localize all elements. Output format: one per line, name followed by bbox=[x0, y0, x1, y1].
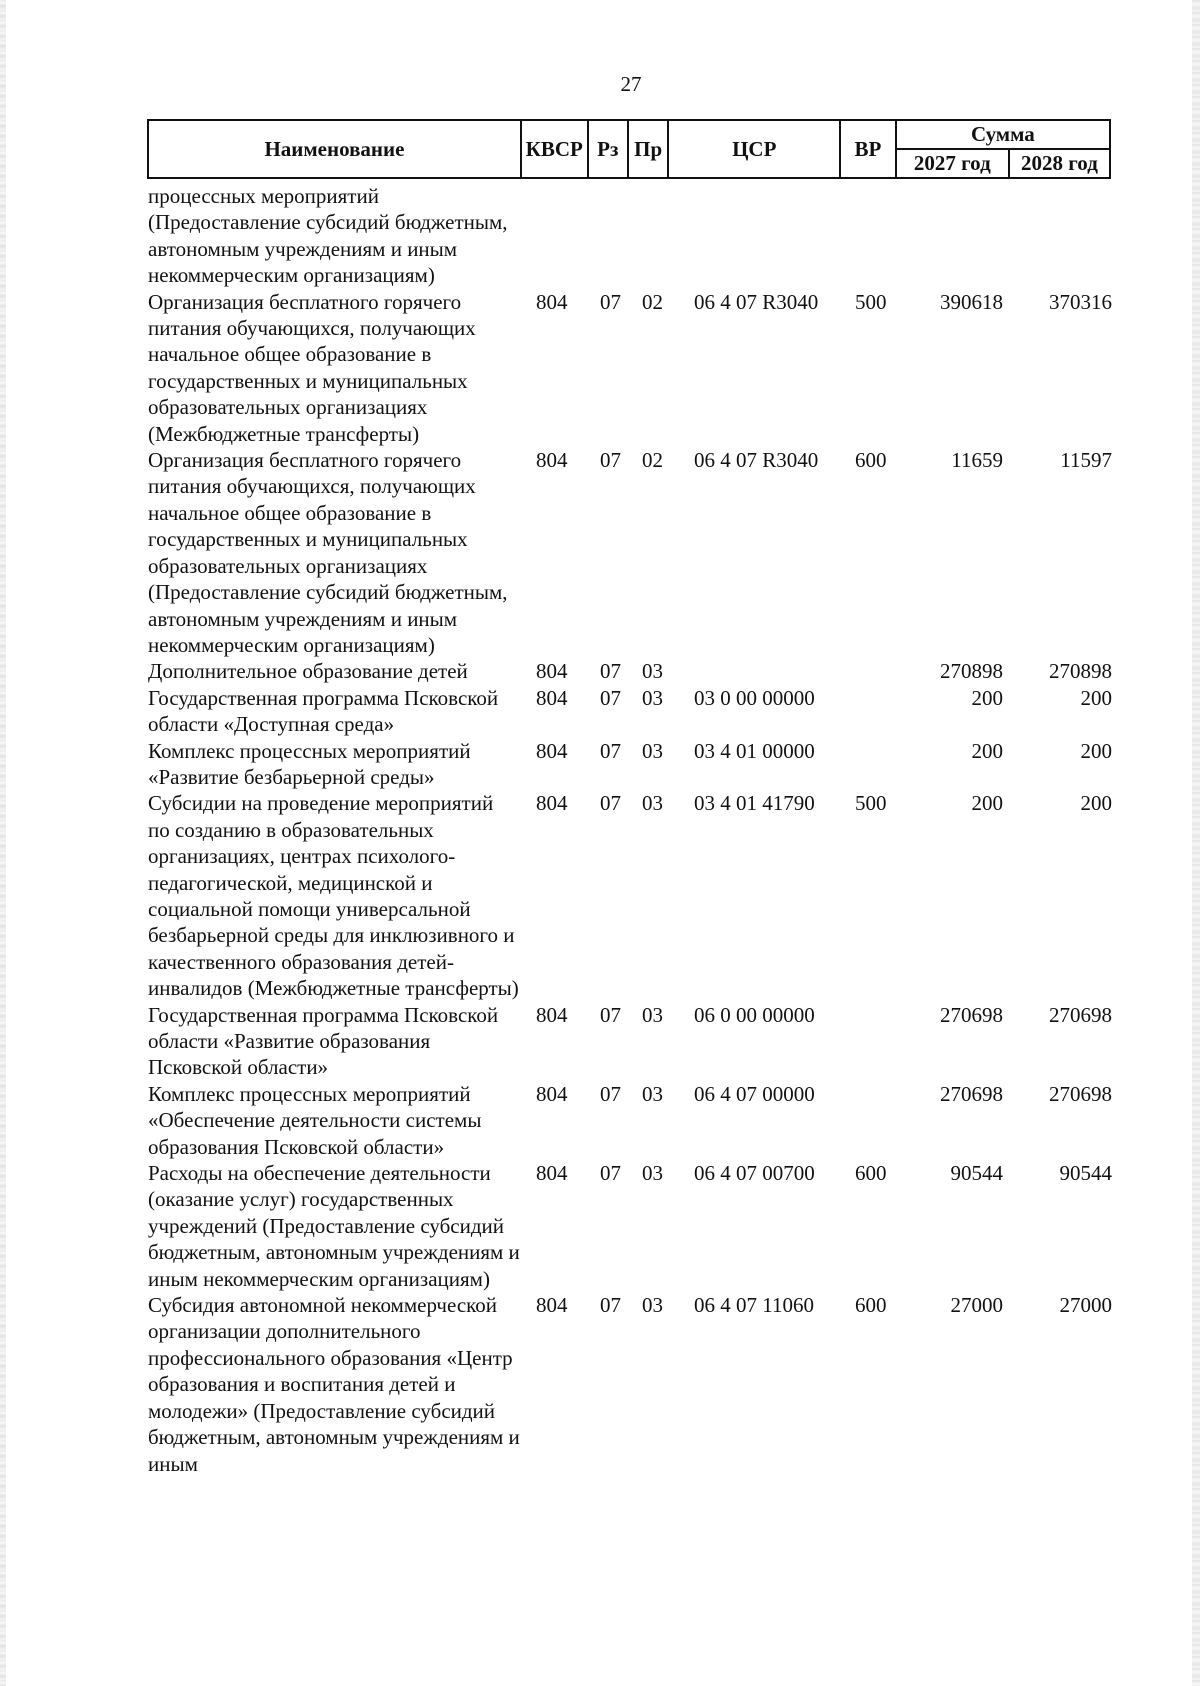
row-kvsr: 804 bbox=[536, 289, 568, 314]
row-vr: 600 bbox=[855, 1161, 887, 1186]
row-kvsr: 804 bbox=[536, 659, 568, 684]
row-sum-2027: 270698 bbox=[940, 1081, 1003, 1106]
row-kvsr: 804 bbox=[536, 685, 568, 710]
row-rz: 07 bbox=[600, 289, 621, 314]
row-sum-2027: 270698 bbox=[940, 1002, 1003, 1027]
row-pr: 03 bbox=[642, 738, 663, 763]
row-name: Организация бесплатного горячего питания обучающихся, получающих начальное общее образование в государственных и муниципальных образовательных организациях (Межбюджетные трансферты) bbox=[148, 289, 476, 446]
table-body bbox=[0, 183, 1200, 1477]
row-rz: 07 bbox=[600, 791, 621, 816]
header-rz: Рз bbox=[588, 120, 628, 178]
row-name: Расходы на обеспечение деятельности (оказание услуг) государственных учреждений (Предоставление субсидий бюджетным, автономным учреждениям и иным некоммерческим организациям) bbox=[148, 1161, 520, 1291]
row-kvsr: 804 bbox=[536, 791, 568, 816]
header-pr: Пр bbox=[628, 120, 668, 178]
row-csr: 06 4 07 00700 bbox=[694, 1161, 815, 1186]
row-sum-2027: 200 bbox=[971, 791, 1003, 816]
table-row bbox=[0, 1160, 1200, 1292]
row-rz: 07 bbox=[600, 448, 621, 473]
row-pr: 03 bbox=[642, 1081, 663, 1106]
header-name: Наименование bbox=[148, 120, 521, 178]
row-pr: 03 bbox=[642, 1161, 663, 1186]
row-vr: 600 bbox=[855, 448, 887, 473]
row-pr: 02 bbox=[642, 289, 663, 314]
page-number: 27 bbox=[620, 72, 642, 96]
table-row bbox=[0, 738, 1200, 791]
row-name: Субсидия автономной некоммерческой организации дополнительного профессионального образования «Центр образования и воспитания детей и молодежи» (Предоставление субсидий бюджетным, автономным учреждениям и иным bbox=[148, 1293, 520, 1476]
header-vr: ВР bbox=[840, 120, 896, 178]
row-name: процессных мероприятий (Предоставление субсидий бюджетным, автономным учреждениям и иным некоммерческим организациям) bbox=[148, 184, 508, 288]
table-header bbox=[147, 119, 1111, 179]
table-row bbox=[0, 790, 1200, 1001]
row-sum-2027: 27000 bbox=[950, 1293, 1003, 1318]
row-sum-2027: 390618 bbox=[940, 289, 1003, 314]
row-kvsr: 804 bbox=[536, 1081, 568, 1106]
row-sum-2027: 200 bbox=[971, 685, 1003, 710]
row-sum-2028: 11597 bbox=[1060, 448, 1112, 473]
row-pr: 02 bbox=[642, 448, 663, 473]
row-name: Государственная программа Псковской области «Доступная среда» bbox=[148, 685, 499, 737]
table-row bbox=[0, 447, 1200, 658]
row-csr: 06 4 07 R3040 bbox=[694, 289, 819, 314]
row-name: Дополнительное образование детей bbox=[148, 659, 468, 684]
header-csr: ЦСР bbox=[668, 120, 840, 178]
row-sum-2027: 270898 bbox=[940, 659, 1003, 684]
row-rz: 07 bbox=[600, 659, 621, 684]
row-name: Государственная программа Псковской области «Развитие образования Псковской области» bbox=[148, 1002, 499, 1080]
row-pr: 03 bbox=[642, 1293, 663, 1318]
row-kvsr: 804 bbox=[536, 1293, 568, 1318]
row-rz: 07 bbox=[600, 1081, 621, 1106]
row-sum-2028: 200 bbox=[1080, 791, 1112, 816]
row-pr: 03 bbox=[642, 791, 663, 816]
row-csr: 06 0 00 00000 bbox=[694, 1002, 815, 1027]
row-sum-2028: 90544 bbox=[1059, 1161, 1112, 1186]
row-rz: 07 bbox=[600, 1161, 621, 1186]
row-name: Комплекс процессных мероприятий «Развитие безбарьерной среды» bbox=[148, 738, 471, 789]
row-sum-2028: 270898 bbox=[1049, 659, 1112, 684]
row-csr: 03 0 00 00000 bbox=[694, 685, 815, 710]
row-sum-2027: 90544 bbox=[950, 1161, 1003, 1186]
row-sum-2028: 200 bbox=[1080, 685, 1112, 710]
row-name: Организация бесплатного горячего питания обучающихся, получающих начальное общее образование в государственных и муниципальных образовательных организациях (Предоставление субсидий бюджетным, автономным учреждениям и иным некоммерческим организациям) bbox=[148, 448, 508, 657]
row-csr: 03 4 01 00000 bbox=[694, 738, 815, 763]
row-pr: 03 bbox=[642, 685, 663, 710]
row-csr: 06 4 07 11060 bbox=[694, 1293, 814, 1318]
row-sum-2027: 200 bbox=[971, 738, 1003, 763]
row-sum-2028: 27000 bbox=[1059, 1293, 1112, 1318]
table-row bbox=[0, 685, 1200, 738]
row-rz: 07 bbox=[600, 738, 621, 763]
row-vr: 500 bbox=[855, 791, 887, 816]
row-sum-2027: 11659 bbox=[951, 448, 1003, 473]
table-row bbox=[0, 1292, 1200, 1477]
row-sum-2028: 200 bbox=[1080, 738, 1112, 763]
row-vr: 500 bbox=[855, 289, 887, 314]
header-year-2028: 2028 год bbox=[1009, 149, 1110, 178]
row-kvsr: 804 bbox=[536, 738, 568, 763]
row-sum-2028: 270698 bbox=[1049, 1002, 1112, 1027]
row-rz: 07 bbox=[600, 1002, 621, 1027]
table-row bbox=[0, 289, 1200, 447]
table-row bbox=[0, 1002, 1200, 1081]
row-csr: 06 4 07 R3040 bbox=[694, 448, 819, 473]
row-csr: 03 4 01 41790 bbox=[694, 791, 815, 816]
row-csr: 06 4 07 00000 bbox=[694, 1081, 815, 1106]
row-pr: 03 bbox=[642, 659, 663, 684]
table-row bbox=[0, 658, 1200, 684]
row-rz: 07 bbox=[600, 685, 621, 710]
row-sum-2028: 370316 bbox=[1049, 289, 1112, 314]
table-row bbox=[0, 1081, 1200, 1160]
row-kvsr: 804 bbox=[536, 1002, 568, 1027]
row-kvsr: 804 bbox=[536, 1161, 568, 1186]
header-year-2027: 2027 год bbox=[896, 149, 1009, 178]
row-rz: 07 bbox=[600, 1293, 621, 1318]
row-name: Субсидии на проведение мероприятий по созданию в образовательных организациях, центрах психолого-педагогической, медицинской и социальной помощи универсальной безбарьерной среды для инклюзивного и качественного образования детей-инвалидов (Межбюджетные трансферты) bbox=[148, 791, 519, 1001]
header-sum: Сумма bbox=[896, 120, 1110, 149]
table-row bbox=[0, 183, 1200, 289]
row-vr: 600 bbox=[855, 1293, 887, 1318]
row-pr: 03 bbox=[642, 1002, 663, 1027]
row-name: Комплекс процессных мероприятий «Обеспечение деятельности системы образования Псковской области» bbox=[148, 1081, 482, 1159]
row-kvsr: 804 bbox=[536, 448, 568, 473]
row-sum-2028: 270698 bbox=[1049, 1081, 1112, 1106]
header-kvsr: КВСР bbox=[521, 120, 588, 178]
